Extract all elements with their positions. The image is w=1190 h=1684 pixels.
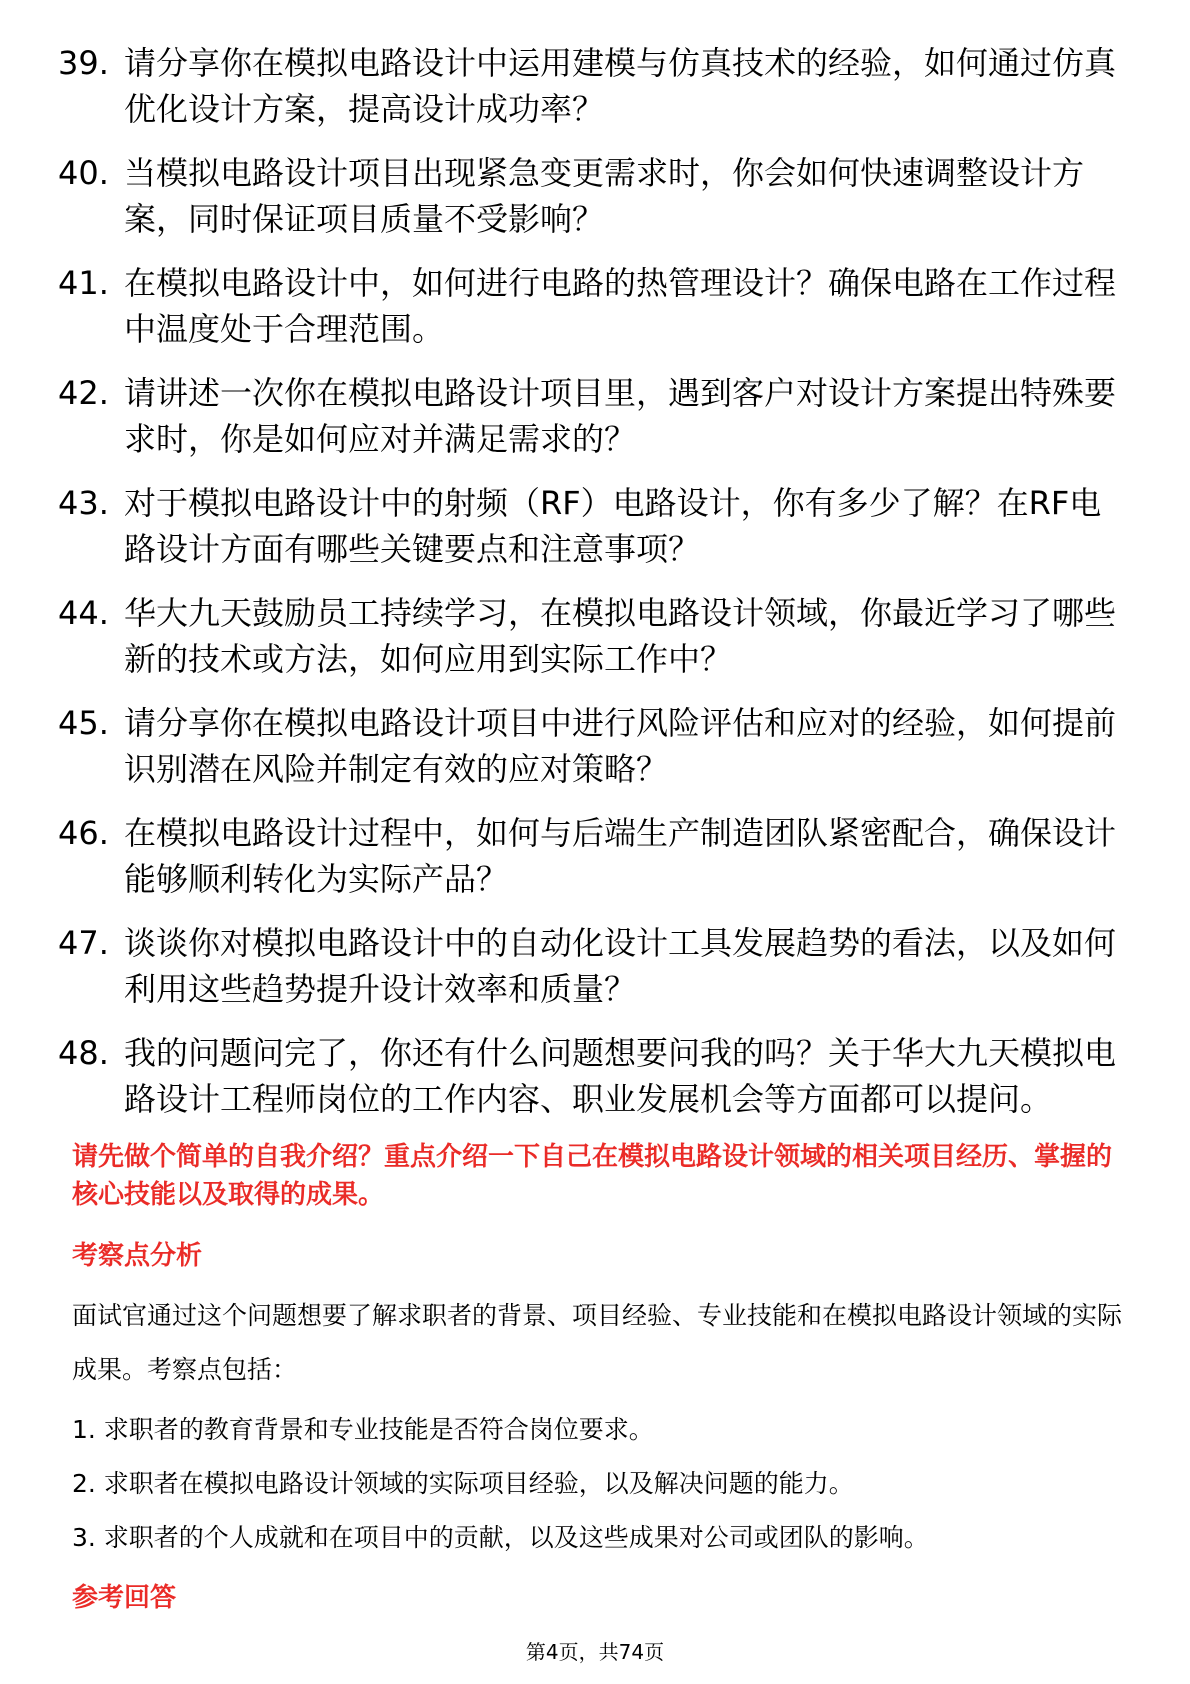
analysis-point: 3. 求职者的个人成就和在项目中的贡献，以及这些成果对公司或团队的影响。: [72, 1523, 929, 1552]
question-text: 在模拟电路设计中，如何进行电路的热管理设计？确保电路在工作过程中温度处于合理范围。: [124, 264, 1117, 348]
question-number: 42.: [58, 374, 109, 412]
question-number: 44.: [58, 594, 109, 632]
question-number: 41.: [58, 264, 109, 302]
analysis-text: 面试官通过这个问题想要了解求职者的背景、项目经验、专业技能和在模拟电路设计领域的实际成果。考察点包括：: [72, 1301, 1123, 1384]
question-item: [58, 700, 1128, 792]
question-number: 43.: [58, 484, 109, 522]
analysis-points: [72, 1412, 1122, 1574]
question-number: 39.: [58, 44, 109, 82]
analysis-point: 1. 求职者的教育背景和专业技能是否符合岗位要求。: [72, 1415, 654, 1444]
question-number: 46.: [58, 814, 109, 852]
question-text: 当模拟电路设计项目出现紧急变更需求时，你会如何快速调整设计方案，同时保证项目质量不受影响？: [124, 154, 1085, 238]
question-number: 48.: [58, 1034, 109, 1072]
question-item: [58, 260, 1128, 352]
analysis-point: 2. 求职者在模拟电路设计领域的实际项目经验，以及解决问题的能力。: [72, 1469, 854, 1498]
question-text: 谈谈你对模拟电路设计中的自动化设计工具发展趋势的看法，以及如何利用这些趋势提升设计效率和质量？: [124, 924, 1117, 1008]
question-text: 华大九天鼓励员工持续学习，在模拟电路设计领域，你最近学习了哪些新的技术或方法，如何应用到实际工作中？: [124, 594, 1117, 678]
question-text: 在模拟电路设计过程中，如何与后端生产制造团队紧密配合，确保设计能够顺利转化为实际产品？: [124, 814, 1117, 898]
question-text: 对于模拟电路设计中的射频（RF）电路设计，你有多少了解？在RF电路设计方面有哪些关键要点和注意事项？: [124, 484, 1102, 568]
question-text: 请分享你在模拟电路设计项目中进行风险评估和应对的经验，如何提前识别潜在风险并制定有效的应对策略？: [124, 704, 1117, 788]
question-item: [58, 150, 1128, 242]
analysis-heading: 考察点分析: [72, 1241, 203, 1271]
question-number: 45.: [58, 704, 109, 742]
question-item: [58, 370, 1128, 462]
answer-heading: 参考回答: [72, 1583, 177, 1613]
question-item: [58, 590, 1128, 682]
question-item: [58, 1030, 1128, 1122]
question-text: 请分享你在模拟电路设计中运用建模与仿真技术的经验，如何通过仿真优化设计方案，提高设计成功率？: [124, 44, 1117, 128]
question-text: 请讲述一次你在模拟电路设计项目里，遇到客户对设计方案提出特殊要求时，你是如何应对并满足需求的？: [124, 374, 1117, 458]
question-list: [58, 40, 1128, 1140]
question-item: [58, 40, 1128, 132]
question-number: 40.: [58, 154, 109, 192]
question-number: 47.: [58, 924, 109, 962]
page-footer: 第4页，共74页: [525, 1640, 665, 1664]
question-item: [58, 810, 1128, 902]
question-text: 我的问题问完了，你还有什么问题想要问我的吗？关于华大九天模拟电路设计工程师岗位的工作内容、职业发展机会等方面都可以提问。: [124, 1034, 1117, 1118]
question-item: [58, 480, 1128, 572]
question-item: [58, 920, 1128, 1012]
highlight-question: 请先做个简单的自我介绍？重点介绍一下自己在模拟电路设计领域的相关项目经历、掌握的核心技能以及取得的成果。: [72, 1142, 1113, 1210]
